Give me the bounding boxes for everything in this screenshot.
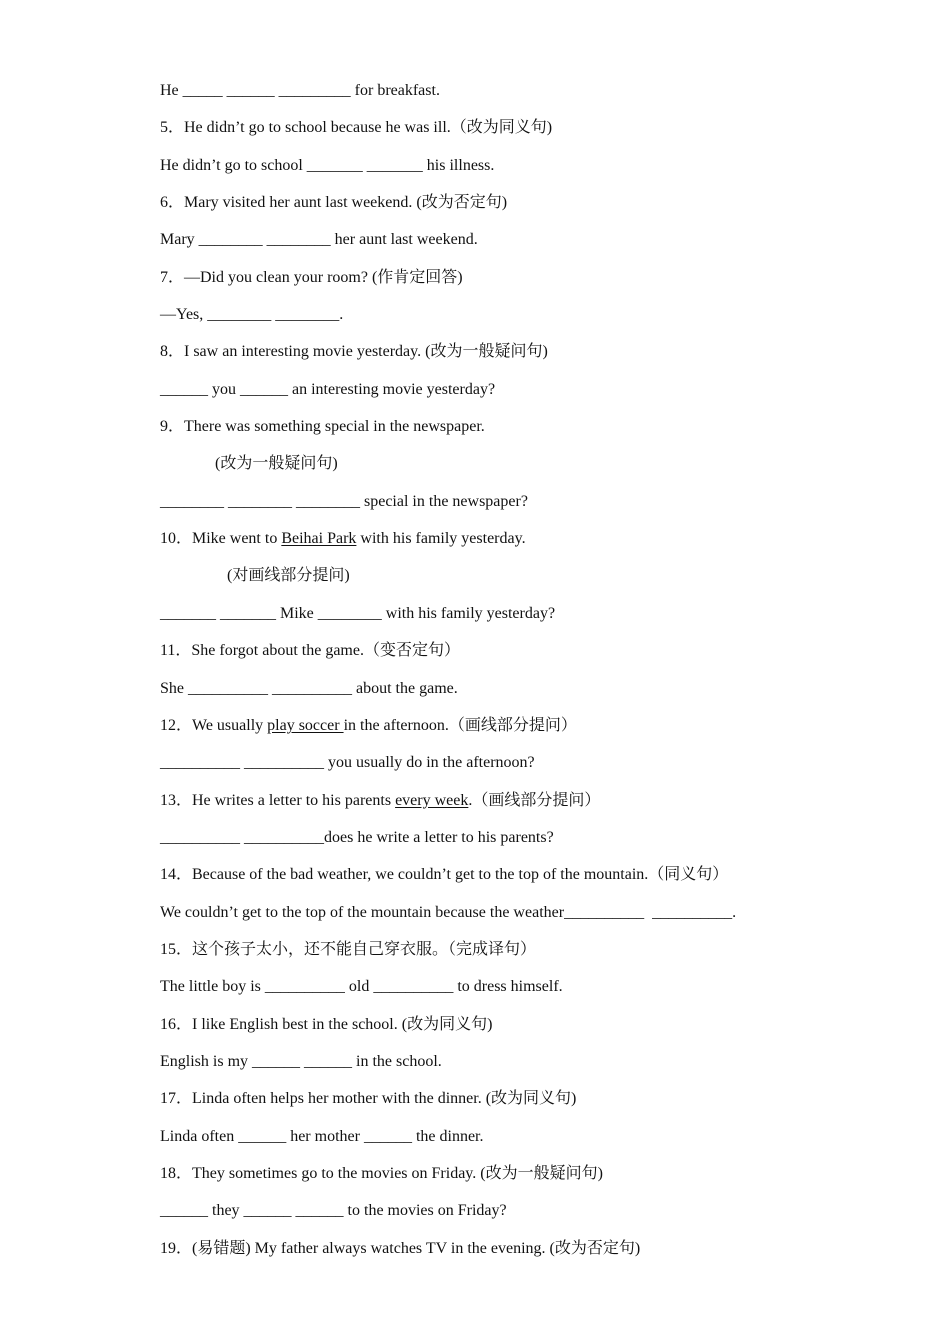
question-13-post: .（画线部分提问）: [468, 791, 601, 809]
answer-line-15: The little boy is __________ old __________ to dress himself.: [160, 978, 563, 996]
question-19: 19．(易错题) My father always watches TV in the evening. (改为否定句): [160, 1239, 641, 1257]
question-14: 14．Because of the bad weather, we couldn’t get to the top of the mountain.（同义句）: [160, 866, 729, 884]
exercise-lines: [160, 79, 880, 1274]
question-5: 5．He didn’t go to school because he was ill.（改为同义句): [160, 119, 553, 137]
question-17: 17．Linda often helps her mother with the dinner. (改为同义句): [160, 1090, 577, 1108]
answer-line-12: __________ __________ you usually do in the afternoon?: [160, 754, 535, 772]
answer-line-16: English is my ______ ______ in the school.: [160, 1052, 442, 1070]
answer-line-11: She __________ __________ about the game.: [160, 679, 458, 697]
answer-line-9: ________ ________ ________ special in the newspaper?: [160, 492, 528, 510]
question-10: [160, 527, 880, 564]
question-8: 8．I saw an interesting movie yesterday. (改为一般疑问句): [160, 343, 548, 361]
answer-line-14: We couldn’t get to the top of the mountain because the weather__________ __________.: [160, 903, 737, 921]
answer-line-4: He _____ ______ _________ for breakfast.: [160, 82, 440, 99]
question-13-pre: 13．He writes a letter to his parents: [160, 791, 396, 809]
answer-line-5: He didn’t go to school _______ _______ his illness.: [160, 156, 495, 174]
answer-line-10: _______ _______ Mike ________ with his family yesterday?: [160, 604, 556, 622]
question-9: 9．There was something special in the newspaper.: [160, 418, 485, 436]
question-7: 7．—Did you clean your room? (作肯定回答): [160, 268, 463, 286]
question-10-post: with his family yesterday.: [356, 530, 526, 548]
question-12-underlined: play soccer: [267, 716, 344, 734]
question-11: 11．She forgot about the game.（变否定句）: [160, 642, 460, 660]
question-15: 15．这个孩子太小，还不能自己穿衣服。（完成译句）: [160, 940, 537, 958]
question-13: [160, 789, 880, 826]
question-13-underlined: every week: [395, 791, 469, 809]
answer-line-7: —Yes, ________ ________.: [160, 306, 344, 324]
question-10-underlined: Beihai Park: [281, 530, 357, 548]
question-18: 18．They sometimes go to the movies on Friday. (改为一般疑问句): [160, 1164, 603, 1182]
answer-line-17: Linda often ______ her mother ______ the dinner.: [160, 1127, 484, 1145]
question-10-instruction: (对画线部分提问): [227, 567, 350, 585]
answer-line-18: ______ they ______ ______ to the movies on Friday?: [160, 1202, 507, 1220]
question-10-pre: 10．Mike went to: [160, 530, 282, 548]
question-12-pre: 12．We usually: [160, 716, 268, 734]
question-12: [160, 714, 880, 751]
question-12-post: in the afternoon.（画线部分提问）: [343, 716, 577, 734]
question-16: 16．I like English best in the school. (改为同义句): [160, 1015, 493, 1033]
question-9-instruction: (改为一般疑问句): [215, 455, 338, 473]
answer-line-8: ______ you ______ an interesting movie yesterday?: [160, 380, 496, 398]
answer-line-6: Mary ________ ________ her aunt last weekend.: [160, 231, 478, 249]
question-6: 6．Mary visited her aunt last weekend. (改为否定句): [160, 194, 508, 212]
answer-line-13: __________ __________does he write a letter to his parents?: [160, 828, 554, 846]
